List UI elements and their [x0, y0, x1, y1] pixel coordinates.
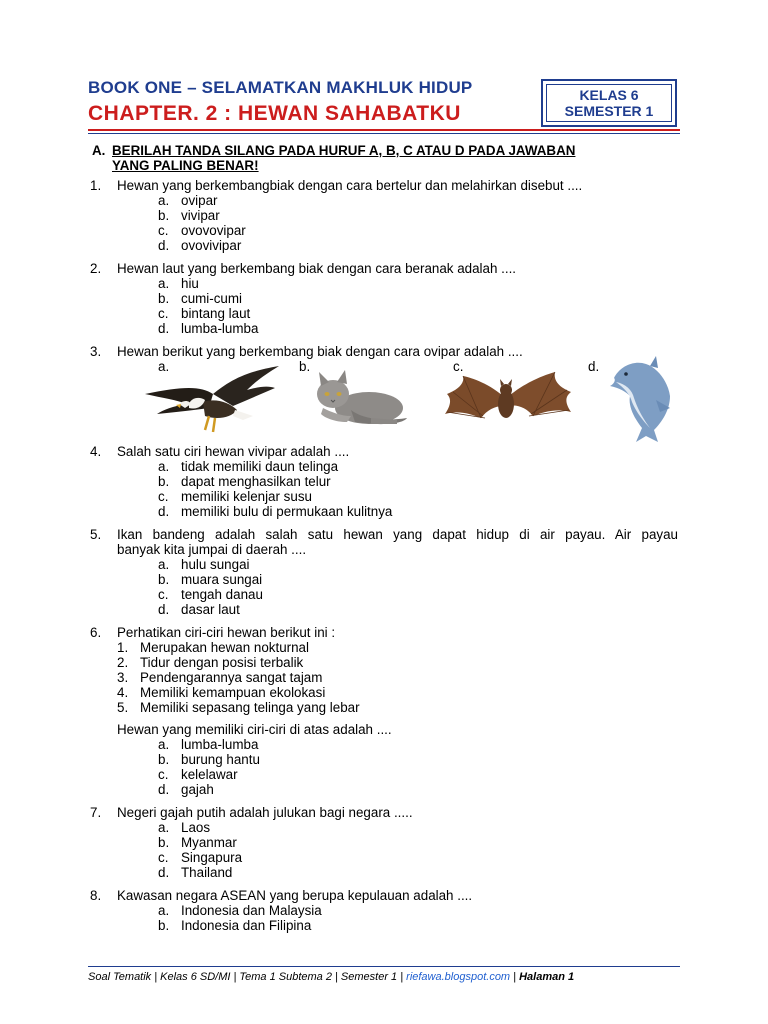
option-text: Singapura [181, 850, 243, 865]
question-text: Hewan laut yang berkembang biak dengan cara beranak adalah .... [117, 261, 517, 276]
header-divider-blue [88, 133, 680, 134]
question-text: Ikan bandeng adalah salah satu hewan yang dapat hidup di air payau. Air payau [117, 527, 678, 542]
option-text: Indonesia dan Filipina [181, 918, 312, 933]
footer-separator: | [510, 971, 520, 983]
book-title: BOOK ONE – SELAMATKAN MAKHLUK HIDUP [88, 78, 473, 97]
footer-info: Soal Tematik | Kelas 6 SD/MI | Tema 1 Subtema 2 | Semester 1 | [88, 971, 407, 983]
option-text: hulu sungai [181, 557, 250, 572]
question-text: Hewan berikut yang berkembang biak dengan cara ovipar adalah .... [117, 344, 523, 359]
option-letter: a. [158, 276, 170, 291]
list-item: Pendengarannya sangat tajam [140, 670, 323, 685]
list-number: 3. [117, 670, 129, 685]
list-number: 2. [117, 655, 129, 670]
option-letter: d. [158, 238, 170, 253]
option-letter: c. [158, 223, 169, 238]
list-item: Memiliki sepasang telinga yang lebar [140, 700, 360, 715]
list-number: 4. [117, 685, 129, 700]
option-letter: b. [158, 572, 170, 587]
page-number: Halaman 1 [519, 971, 575, 983]
class-badge [541, 79, 677, 127]
bat-picture [443, 370, 573, 436]
option-letter: a. [158, 193, 170, 208]
option-text: lumba-lumba [181, 321, 259, 336]
option-letter: c. [158, 767, 169, 782]
section-instruction-line1: BERILAH TANDA SILANG PADA HURUF A, B, C ATAU D PADA JAWABAN [112, 143, 576, 158]
option-text: muara sungai [181, 572, 263, 587]
option-letter: b. [158, 752, 170, 767]
list-number: 1. [117, 640, 129, 655]
option-letter: a. [158, 737, 170, 752]
question-number: 5. [90, 527, 102, 542]
option-text: dasar laut [181, 602, 240, 617]
option-text: Myanmar [181, 835, 237, 850]
option-letter: d. [158, 504, 170, 519]
eagle-picture [143, 364, 281, 436]
option-letter: a. [158, 903, 170, 918]
option-letter: b. [158, 474, 170, 489]
question-text-continued: banyak kita jumpai di daerah .... [117, 542, 307, 557]
question-number: 3. [90, 344, 102, 359]
option-text: memiliki kelenjar susu [181, 489, 312, 504]
question-number: 8. [90, 888, 102, 903]
option-letter: d. [158, 321, 170, 336]
footer-blog-link[interactable]: riefawa.blogspot.com [406, 971, 511, 983]
question-number: 1. [90, 178, 102, 193]
option-letter: c. [158, 587, 169, 602]
question-text: Negeri gajah putih adalah julukan bagi negara ..... [117, 805, 413, 820]
question-number: 7. [90, 805, 102, 820]
list-number: 5. [117, 700, 129, 715]
option-text: cumi-cumi [181, 291, 243, 306]
header-divider-red [88, 129, 680, 131]
option-text: lumba-lumba [181, 737, 259, 752]
option-letter: d. [588, 359, 600, 374]
option-text: burung hantu [181, 752, 260, 767]
question-text: Kawasan negara ASEAN yang berupa kepulauan adalah .... [117, 888, 473, 903]
option-letter: d. [158, 865, 170, 880]
option-letter: c. [453, 359, 464, 374]
option-text: memiliki bulu di permukaan kulitnya [181, 504, 393, 519]
option-letter: a. [158, 557, 170, 572]
section-letter: A. [92, 143, 106, 158]
question-text: Perhatikan ciri-ciri hewan berikut ini : [117, 625, 336, 640]
question-number: 4. [90, 444, 102, 459]
option-text: Laos [181, 820, 211, 835]
list-item: Tidur dengan posisi terbalik [140, 655, 304, 670]
option-text: bintang laut [181, 306, 251, 321]
option-letter: b. [158, 835, 170, 850]
question-number: 6. [90, 625, 102, 640]
option-text: Thailand [181, 865, 233, 880]
option-text: ovovovipar [181, 223, 246, 238]
option-letter: c. [158, 306, 169, 321]
footer-divider [88, 966, 680, 967]
class-label: KELAS 6 [579, 87, 639, 103]
option-text: vivipar [181, 208, 220, 223]
option-letter: b. [158, 291, 170, 306]
option-letter: a. [158, 820, 170, 835]
option-text: kelelawar [181, 767, 238, 782]
option-letter: b. [158, 918, 170, 933]
option-text: gajah [181, 782, 214, 797]
option-letter: c. [158, 850, 169, 865]
question-text: Hewan yang berkembangbiak dengan cara bertelur dan melahirkan disebut .... [117, 178, 583, 193]
option-letter: a. [158, 359, 170, 374]
chapter-title: CHAPTER. 2 : HEWAN SAHABATKU [88, 102, 461, 125]
option-text: Indonesia dan Malaysia [181, 903, 322, 918]
option-text: dapat menghasilkan telur [181, 474, 331, 489]
option-text: tengah danau [181, 587, 263, 602]
option-text: tidak memiliki daun telinga [181, 459, 339, 474]
option-letter: d. [158, 602, 170, 617]
option-text: hiu [181, 276, 199, 291]
cat-picture [311, 368, 411, 430]
list-item: Memiliki kemampuan ekolokasi [140, 685, 326, 700]
section-instruction-line2: YANG PALING BENAR! [112, 158, 259, 173]
footer [88, 971, 680, 983]
option-text: ovipar [181, 193, 218, 208]
question-text: Salah satu ciri hewan vivipar adalah .... [117, 444, 350, 459]
dolphin-picture [606, 356, 676, 446]
list-item: Merupakan hewan nokturnal [140, 640, 309, 655]
option-letter: b. [158, 208, 170, 223]
semester-label: SEMESTER 1 [564, 103, 654, 119]
question-number: 2. [90, 261, 102, 276]
option-letter: b. [299, 359, 311, 374]
option-letter: a. [158, 459, 170, 474]
option-letter: c. [158, 489, 169, 504]
option-text: ovovivipar [181, 238, 242, 253]
option-letter: d. [158, 782, 170, 797]
question-ask: Hewan yang memiliki ciri-ciri di atas adalah .... [117, 722, 392, 737]
